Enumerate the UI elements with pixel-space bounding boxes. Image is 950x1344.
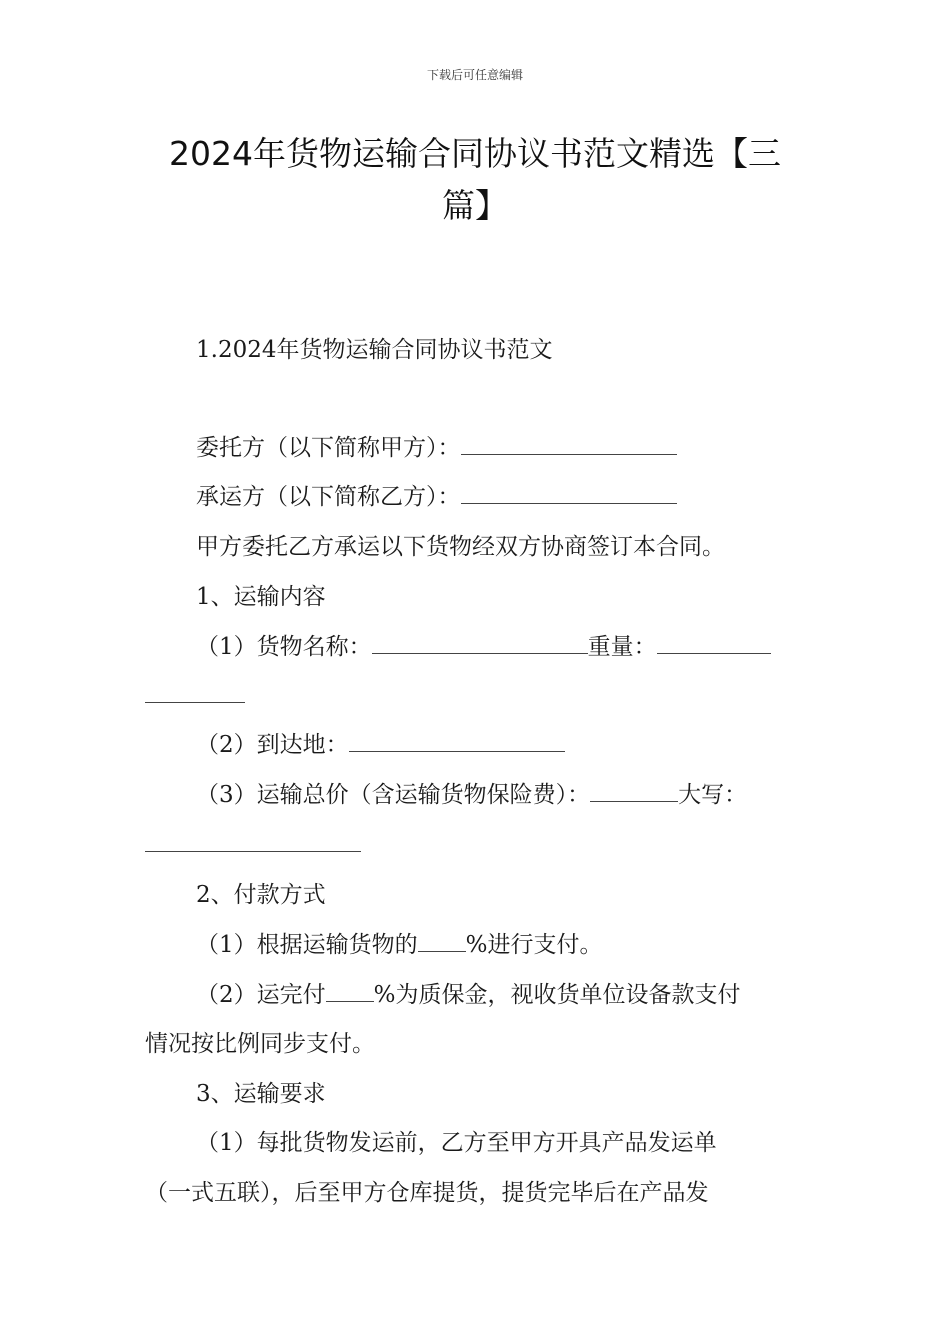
item-1-2-line <box>196 729 565 761</box>
party-a-label: 委托方（以下简称甲方）： <box>196 435 461 461</box>
weight-blank[interactable] <box>657 631 771 654</box>
warranty-percent-blank[interactable] <box>326 979 374 1002</box>
party-b-label: 承运方（以下简称乙方）： <box>196 484 461 510</box>
weight-blank-continued[interactable] <box>145 680 245 703</box>
weight-label: 重量： <box>587 634 657 660</box>
item-2-1-prefix: （1）根据运输货物的 <box>196 932 418 958</box>
item-2-1-line <box>196 929 603 961</box>
goods-name-blank[interactable] <box>372 631 588 654</box>
item-2-1-suffix: %进行支付。 <box>465 932 603 958</box>
caps-amount-label: 大写： <box>678 782 748 808</box>
item-3-1-continuation: （一式五联），后至甲方仓库提货，提货完毕后在产品发 <box>145 1180 709 1206</box>
goods-name-label: （1）货物名称： <box>196 634 372 660</box>
document-title: 2024年货物运输合同协议书范文精选【三篇】 <box>169 134 781 225</box>
item-3-1-line: （1）每批货物发运前，乙方至甲方开具产品发运单 <box>196 1130 717 1156</box>
section-3-title: 3、运输要求 <box>196 1081 326 1107</box>
section-1-title: 1、运输内容 <box>196 584 326 610</box>
intro-paragraph: 甲方委托乙方承运以下货物经双方协商签订本合同。 <box>196 534 725 560</box>
total-price-blank[interactable] <box>590 779 678 802</box>
party-a-blank[interactable] <box>461 432 677 455</box>
party-a-line <box>196 432 677 464</box>
item-1-3-continuation <box>145 829 361 861</box>
item-2-2-line <box>196 979 741 1011</box>
payment-percent-blank[interactable] <box>418 929 466 952</box>
party-b-line <box>196 481 677 513</box>
item-2-2-continuation: 情况按比例同步支付。 <box>145 1031 375 1057</box>
item-1-1-continuation <box>145 680 245 712</box>
destination-blank[interactable] <box>349 729 565 752</box>
header-note: 下载后可任意编辑 <box>426 68 523 82</box>
total-price-label: （3）运输总价（含运输货物保险费）： <box>196 782 591 808</box>
item-2-2-suffix: %为质保金，视收货单位设备款支付 <box>373 982 741 1008</box>
caps-amount-blank[interactable] <box>145 829 361 852</box>
item-1-3-line <box>196 779 747 811</box>
destination-label: （2）到达地： <box>196 732 349 758</box>
item-2-2-prefix: （2）运完付 <box>196 982 326 1008</box>
section-2-title: 2、付款方式 <box>196 882 326 908</box>
party-b-blank[interactable] <box>461 481 677 504</box>
section-heading: 1.2024年货物运输合同协议书范文 <box>196 337 553 363</box>
item-1-1-line <box>196 631 771 663</box>
